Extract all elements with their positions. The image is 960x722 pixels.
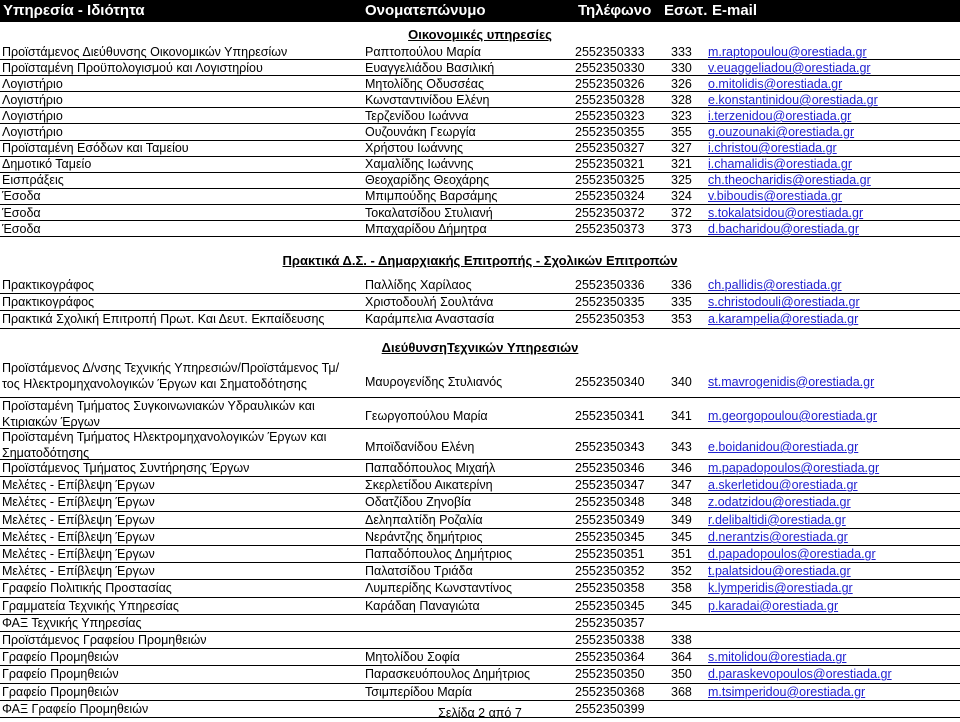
table-row bbox=[0, 189, 960, 205]
cell-name: Παλατσίδου Τριάδα bbox=[365, 564, 473, 579]
cell-email-link[interactable]: i.terzenidou@orestiada.gr bbox=[708, 108, 852, 123]
table-row bbox=[0, 205, 960, 221]
table-row bbox=[0, 563, 960, 580]
table-row bbox=[0, 632, 960, 649]
page-number: Σελίδα 2 από 7 bbox=[438, 706, 522, 720]
cell-phone: 2552350355 bbox=[575, 125, 645, 140]
cell-email-link[interactable]: e.konstantinidou@orestiada.gr bbox=[708, 92, 878, 107]
cell-service: Έσοδα bbox=[2, 205, 41, 220]
cell-phone: 2552350341 bbox=[575, 409, 645, 423]
cell-email-link[interactable]: k.lymperidis@orestiada.gr bbox=[708, 581, 853, 596]
cell-name: Νεράντζης δημήτριος bbox=[365, 529, 483, 544]
cell-name: Ουζουνάκη Γεωργία bbox=[365, 125, 476, 140]
cell-name: Χαμαλίδης Ιωάννης bbox=[365, 157, 474, 172]
cell-service: Μελέτες - Επίβλεψη Έργων bbox=[2, 529, 155, 544]
cell-ext: 351 bbox=[671, 547, 692, 562]
table-row bbox=[0, 173, 960, 189]
cell-service: ΦΑΞ Γραφείο Προμηθειών bbox=[2, 701, 149, 716]
cell-ext: 358 bbox=[671, 581, 692, 596]
cell-ext: 324 bbox=[671, 189, 692, 204]
cell-ext: 341 bbox=[671, 409, 692, 423]
cell-name: Οδατζίδου Ζηνοβία bbox=[365, 495, 472, 510]
cell-ext: 345 bbox=[671, 598, 692, 613]
cell-ext: 338 bbox=[671, 633, 692, 648]
cell-email-link[interactable]: d.paraskevopoulos@orestiada.gr bbox=[708, 667, 892, 682]
cell-phone: 2552350346 bbox=[575, 461, 645, 476]
cell-ext: 347 bbox=[671, 478, 692, 493]
cell-ext: 326 bbox=[671, 76, 692, 91]
cell-email-link[interactable]: d.nerantzis@orestiada.gr bbox=[708, 529, 848, 544]
section-title: Πρακτικά Δ.Σ. - Δημαρχιακής Επιτροπής - Σχολικών Επιτροπών bbox=[282, 253, 678, 268]
cell-phone: 2552350328 bbox=[575, 92, 645, 107]
cell-ext: 346 bbox=[671, 461, 692, 476]
cell-phone: 2552350373 bbox=[575, 221, 645, 236]
cell-ext: 323 bbox=[671, 108, 692, 123]
table-row bbox=[0, 221, 960, 237]
table-row bbox=[0, 546, 960, 563]
cell-name: Χρήστου Ιωάννης bbox=[365, 141, 464, 156]
cell-name: Μαυρογενίδης Στυλιανός bbox=[365, 374, 503, 389]
cell-email-link[interactable]: t.palatsidou@orestiada.gr bbox=[708, 564, 851, 579]
cell-name: Τερζενίδου Ιωάννα bbox=[365, 108, 469, 123]
cell-service: Μελέτες - Επίβλεψη Έργων bbox=[2, 478, 155, 493]
cell-email-link[interactable]: i.christou@orestiada.gr bbox=[708, 141, 837, 156]
cell-email-link[interactable]: s.mitolidou@orestiada.gr bbox=[708, 650, 847, 665]
cell-phone: 2552350399 bbox=[575, 701, 645, 716]
cell-service: Προϊστάμενος Διεύθυνσης Οικονομικών Υπηρεσίων bbox=[2, 44, 288, 59]
table-row bbox=[0, 92, 960, 108]
cell-ext: 343 bbox=[671, 440, 692, 454]
cell-service: Προϊστάμενος Τμήματος Συντήρησης Έργων bbox=[2, 461, 250, 476]
cell-email-link[interactable]: v.euaggeliadou@orestiada.gr bbox=[708, 60, 871, 75]
table-header bbox=[0, 0, 960, 22]
table-row bbox=[0, 615, 960, 632]
cell-phone: 2552350348 bbox=[575, 495, 645, 510]
cell-service: Γραμματεία Τεχνικής Υπηρεσίας bbox=[2, 598, 179, 613]
table-row bbox=[0, 429, 960, 460]
cell-phone: 2552350349 bbox=[575, 512, 645, 527]
cell-service: Έσοδα bbox=[2, 189, 41, 204]
table-row bbox=[0, 294, 960, 311]
cell-ext: 355 bbox=[671, 125, 692, 140]
cell-name: Σκερλετίδου Αικατερίνη bbox=[365, 478, 493, 493]
cell-email-link[interactable]: s.christodouli@orestiada.gr bbox=[708, 295, 860, 310]
cell-service: Προϊσταμένη Εσόδων και Ταμείου bbox=[2, 141, 189, 156]
cell-service: Λογιστήριο bbox=[2, 92, 63, 107]
cell-phone: 2552350347 bbox=[575, 478, 645, 493]
cell-name: Τοκαλατσίδου Στυλιανή bbox=[365, 205, 493, 220]
cell-ext: 321 bbox=[671, 157, 692, 172]
cell-phone: 2552350338 bbox=[575, 633, 645, 648]
cell-email-link[interactable]: m.raptopoulou@orestiada.gr bbox=[708, 44, 867, 59]
table-row bbox=[0, 580, 960, 597]
cell-ext: 340 bbox=[671, 374, 692, 389]
table-row bbox=[0, 108, 960, 124]
cell-phone: 2552350327 bbox=[575, 141, 645, 156]
cell-ext: 372 bbox=[671, 205, 692, 220]
section-title: ΔιεύθυνσηΤεχνικών Υπηρεσιών bbox=[381, 340, 579, 355]
table-row bbox=[0, 666, 960, 683]
table-row bbox=[0, 649, 960, 666]
table-row bbox=[0, 598, 960, 615]
cell-name: Μπαχαρίδου Δήμητρα bbox=[365, 221, 487, 236]
cell-service: Προϊσταμένη Τμήματος Ηλεκτρομηχανολογικών Έργων και Σηματοδότησης bbox=[2, 430, 327, 460]
cell-email-link[interactable]: d.bacharidou@orestiada.gr bbox=[708, 221, 859, 236]
cell-phone: 2552350364 bbox=[575, 650, 645, 665]
cell-service: Γραφείο Πολιτικής Προστασίας bbox=[2, 581, 172, 596]
cell-name: Μητολίδης Οδυσσέας bbox=[365, 76, 485, 91]
cell-email-link[interactable]: m.georgopoulou@orestiada.gr bbox=[708, 409, 878, 423]
cell-phone: 2552350325 bbox=[575, 173, 645, 188]
cell-service: Πρακτικά Σχολική Επιτροπή Πρωτ. Και Δευτ. Εκπαίδευσης bbox=[2, 312, 325, 327]
cell-email-link[interactable]: a.skerletidou@orestiada.gr bbox=[708, 478, 858, 493]
cell-phone: 2552350323 bbox=[575, 108, 645, 123]
cell-name: Παρασκευόπουλος Δημήτριος bbox=[365, 667, 531, 682]
header-phone: Τηλέφωνο bbox=[578, 2, 652, 19]
cell-name: Μητολίδου Σοφία bbox=[365, 650, 460, 665]
cell-email-link[interactable]: r.delibaltidi@orestiada.gr bbox=[708, 512, 846, 527]
cell-ext: 364 bbox=[671, 650, 692, 665]
cell-ext: 333 bbox=[671, 44, 692, 59]
cell-ext: 350 bbox=[671, 667, 692, 682]
cell-service: Γραφείο Προμηθειών bbox=[2, 650, 119, 665]
cell-name: Λυμπερίδης Κωνσταντίνος bbox=[365, 581, 512, 596]
table-row bbox=[0, 360, 960, 398]
cell-name: Χριστοδουλή Σουλτάνα bbox=[365, 295, 494, 310]
cell-service: Προϊσταμένη Προϋπολογισμού και Λογιστηρίου bbox=[2, 60, 263, 75]
cell-name: Κωνσταντινίδου Ελένη bbox=[365, 92, 490, 107]
cell-service: Λογιστήριο bbox=[2, 76, 63, 91]
cell-name: Γεωργοπούλου Μαρία bbox=[365, 409, 488, 423]
table-row bbox=[0, 477, 960, 494]
header-ext: Εσωτ. bbox=[664, 2, 708, 19]
cell-phone: 2552350336 bbox=[575, 278, 645, 293]
cell-name: Θεοχαρίδης Θεοχάρης bbox=[365, 173, 490, 188]
cell-name: Μπιμπούδης Βαρσάμης bbox=[365, 189, 498, 204]
table-row bbox=[0, 398, 960, 429]
cell-name: Παλλίδης Χαρίλαος bbox=[365, 278, 472, 293]
cell-ext: 328 bbox=[671, 92, 692, 107]
cell-ext: 368 bbox=[671, 684, 692, 699]
cell-phone: 2552350330 bbox=[575, 60, 645, 75]
cell-email-link[interactable]: z.odatzidou@orestiada.gr bbox=[708, 495, 851, 510]
cell-service: Δημοτικό Ταμείο bbox=[2, 157, 92, 172]
cell-name: Παπαδόπουλος Μιχαήλ bbox=[365, 461, 496, 476]
cell-name: Τσιμπερίδου Μαρία bbox=[365, 684, 473, 699]
cell-service: Προϊσταμένη Τμήματος Συγκοινωνιακών Υδραυλικών και Κτιριακών Έργων bbox=[2, 399, 315, 429]
table-row bbox=[0, 277, 960, 294]
cell-phone: 2552350350 bbox=[575, 667, 645, 682]
cell-ext: 336 bbox=[671, 278, 692, 293]
header-email: E-mail bbox=[712, 2, 758, 19]
section-title: Οικονομικές υπηρεσίες bbox=[408, 27, 552, 42]
cell-phone: 2552350321 bbox=[575, 157, 645, 172]
table-row bbox=[0, 460, 960, 477]
cell-phone: 2552350368 bbox=[575, 684, 645, 699]
cell-service: Λογιστήριο bbox=[2, 108, 63, 123]
cell-phone: 2552350345 bbox=[575, 598, 645, 613]
cell-phone: 2552350357 bbox=[575, 615, 645, 630]
cell-name: Ευαγγελιάδου Βασιλική bbox=[365, 60, 495, 75]
cell-service: Μελέτες - Επίβλεψη Έργων bbox=[2, 495, 155, 510]
cell-ext: 353 bbox=[671, 312, 692, 327]
cell-ext: 327 bbox=[671, 141, 692, 156]
cell-service: Προϊστάμενος Δ/νσης Τεχνικής Υπηρεσιών/Προϊστάμενος Τμ/τος Ηλεκτρομηχανολογικών Έργων και Σηματοδότησης bbox=[2, 361, 340, 391]
cell-email-link[interactable]: a.karampelia@orestiada.gr bbox=[708, 312, 859, 327]
cell-email-link[interactable]: d.papadopoulos@orestiada.gr bbox=[708, 547, 876, 562]
cell-service: Μελέτες - Επίβλεψη Έργων bbox=[2, 512, 155, 527]
table-row bbox=[0, 157, 960, 173]
cell-email-link[interactable]: p.karadai@orestiada.gr bbox=[708, 598, 839, 613]
cell-service: Πρακτικογράφος bbox=[2, 278, 95, 293]
cell-email-link[interactable]: e.boidanidou@orestiada.gr bbox=[708, 440, 859, 454]
header-service: Υπηρεσία - Ιδιότητα bbox=[3, 2, 145, 19]
table-row bbox=[0, 529, 960, 546]
table-row bbox=[0, 311, 960, 328]
cell-phone: 2552350372 bbox=[575, 205, 645, 220]
cell-phone: 2552350352 bbox=[575, 564, 645, 579]
table-row bbox=[0, 494, 960, 511]
cell-service: Πρακτικογράφος bbox=[2, 295, 95, 310]
table-row bbox=[0, 44, 960, 60]
cell-service: Μελέτες - Επίβλεψη Έργων bbox=[2, 564, 155, 579]
cell-ext: 345 bbox=[671, 529, 692, 544]
cell-name: Μποϊδανίδου Ελένη bbox=[365, 440, 475, 454]
cell-email-link[interactable]: m.tsimperidou@orestiada.gr bbox=[708, 684, 866, 699]
table-row bbox=[0, 141, 960, 157]
cell-email-link[interactable]: ch.pallidis@orestiada.gr bbox=[708, 278, 842, 293]
cell-ext: 330 bbox=[671, 60, 692, 75]
table-row bbox=[0, 684, 960, 701]
cell-email-link[interactable]: ch.theocharidis@orestiada.gr bbox=[708, 173, 871, 188]
cell-email-link[interactable]: m.papadopoulos@orestiada.gr bbox=[708, 461, 880, 476]
cell-phone: 2552350353 bbox=[575, 312, 645, 327]
cell-phone: 2552350345 bbox=[575, 529, 645, 544]
table-row bbox=[0, 60, 960, 76]
cell-service: Γραφείο Προμηθειών bbox=[2, 684, 119, 699]
cell-phone: 2552350358 bbox=[575, 581, 645, 596]
cell-service: Έσοδα bbox=[2, 221, 41, 236]
cell-ext: 349 bbox=[671, 512, 692, 527]
cell-ext: 373 bbox=[671, 221, 692, 236]
cell-phone: 2552350340 bbox=[575, 374, 645, 389]
cell-ext: 352 bbox=[671, 564, 692, 579]
cell-ext: 348 bbox=[671, 495, 692, 510]
cell-name: Καράδαη Παναγιώτα bbox=[365, 598, 480, 613]
cell-name: Ραπτοπούλου Μαρία bbox=[365, 44, 482, 59]
cell-email-link[interactable]: g.ouzounaki@orestiada.gr bbox=[708, 125, 855, 140]
cell-service: Λογιστήριο bbox=[2, 125, 63, 140]
cell-email-link[interactable]: o.mitolidis@orestiada.gr bbox=[708, 76, 843, 91]
cell-service: Γραφείο Προμηθειών bbox=[2, 667, 119, 682]
cell-email-link[interactable]: s.tokalatsidou@orestiada.gr bbox=[708, 205, 864, 220]
table-row bbox=[0, 512, 960, 529]
header-name: Ονοματεπώνυμο bbox=[365, 2, 486, 19]
cell-name: Καράμπελια Αναστασία bbox=[365, 312, 495, 327]
cell-phone: 2552350326 bbox=[575, 76, 645, 91]
cell-service: Μελέτες - Επίβλεψη Έργων bbox=[2, 547, 155, 562]
cell-service: Εισπράξεις bbox=[2, 173, 64, 188]
cell-phone: 2552350335 bbox=[575, 295, 645, 310]
cell-name: Δεληπαλτίδη Ροζαλία bbox=[365, 512, 483, 527]
cell-service: ΦΑΞ Τεχνικής Υπηρεσίας bbox=[2, 615, 142, 630]
table-row bbox=[0, 125, 960, 141]
cell-email-link[interactable]: st.mavrogenidis@orestiada.gr bbox=[708, 374, 875, 389]
cell-email-link[interactable]: i.chamalidis@orestiada.gr bbox=[708, 157, 853, 172]
cell-name: Παπαδόπουλος Δημήτριος bbox=[365, 547, 512, 562]
cell-phone: 2552350324 bbox=[575, 189, 645, 204]
cell-phone: 2552350351 bbox=[575, 547, 645, 562]
cell-phone: 2552350333 bbox=[575, 44, 645, 59]
cell-ext: 335 bbox=[671, 295, 692, 310]
cell-ext: 325 bbox=[671, 173, 692, 188]
cell-email-link[interactable]: v.biboudis@orestiada.gr bbox=[708, 189, 843, 204]
table-row bbox=[0, 76, 960, 92]
cell-service: Προϊστάμενος Γραφείου Προμηθειών bbox=[2, 633, 207, 648]
cell-phone: 2552350343 bbox=[575, 440, 645, 454]
